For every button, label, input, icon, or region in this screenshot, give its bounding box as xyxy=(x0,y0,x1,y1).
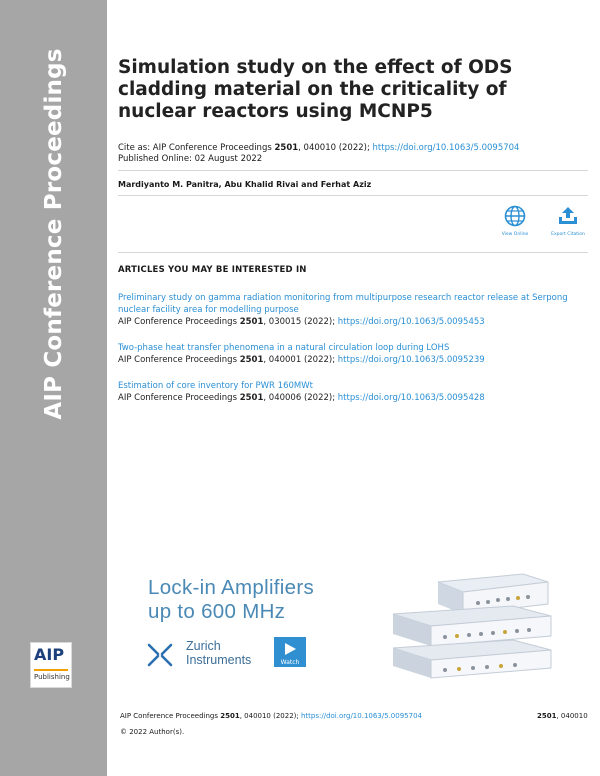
watch-button[interactable] xyxy=(274,637,306,667)
footer-journal: AIP Conference Proceedings xyxy=(120,712,221,720)
related-doi-link[interactable]: https://doi.org/10.1063/5.0095239 xyxy=(337,355,485,365)
logo-publishing-text: Publishing xyxy=(34,669,68,682)
related-article-citation xyxy=(118,316,588,328)
ad-headline: Lock-in Amplifiers up to 600 MHz xyxy=(148,576,315,623)
lock-in-amplifier-device-image xyxy=(383,572,555,682)
footer-rest: , 040010 (2022); xyxy=(239,712,301,720)
copyright-notice: © 2022 Author(s). xyxy=(120,728,185,736)
related-article-title-link[interactable]: Preliminary study on gamma radiation monitoring from multipurpose research reactor release at Serpong nuclear facility area for modelling purpose xyxy=(118,293,568,315)
footer-page-article: , 040010 xyxy=(556,712,588,720)
footer-doi-link[interactable]: https://doi.org/10.1063/5.0095704 xyxy=(300,712,422,720)
divider xyxy=(118,170,588,171)
export-icon xyxy=(557,205,579,227)
view-online-label: View Online xyxy=(501,232,529,237)
journal-title: AIP Conference Proceedings xyxy=(41,48,67,420)
related-article-citation xyxy=(118,354,588,366)
related-journal: AIP Conference Proceedings xyxy=(118,317,240,327)
related-volume: 2501 xyxy=(239,317,264,327)
cite-volume: 2501 xyxy=(274,143,299,153)
related-journal: AIP Conference Proceedings xyxy=(118,355,240,365)
cite-prefix: Cite as: AIP Conference Proceedings xyxy=(118,143,275,153)
globe-icon xyxy=(504,205,526,227)
ad-brand-line1: Zurich xyxy=(186,639,221,653)
footer-page-volume: 2501 xyxy=(537,712,557,720)
export-citation-button[interactable] xyxy=(550,205,586,237)
citation-line xyxy=(118,143,519,154)
related-doi-link[interactable]: https://doi.org/10.1063/5.0095453 xyxy=(337,317,485,327)
divider xyxy=(118,252,588,253)
watch-label: Watch xyxy=(280,659,300,666)
ad-brand-name xyxy=(186,639,251,667)
ad-brand-line2: Instruments xyxy=(186,653,252,667)
related-rest: , 030015 (2022); xyxy=(263,317,338,327)
zurich-instruments-logo-icon xyxy=(146,642,174,668)
related-volume: 2501 xyxy=(239,355,264,365)
related-journal: AIP Conference Proceedings xyxy=(118,393,240,403)
related-volume: 2501 xyxy=(239,393,264,403)
export-citation-label: Export Citation xyxy=(551,232,585,237)
cite-rest: , 040010 (2022); xyxy=(298,143,373,153)
author-list: Mardiyanto M. Panitra, Abu Khalid Rivai and Ferhat Aziz xyxy=(118,180,372,189)
related-doi-link[interactable]: https://doi.org/10.1063/5.0095428 xyxy=(337,393,485,403)
aip-publishing-logo[interactable] xyxy=(30,642,72,688)
footer-citation xyxy=(120,712,422,720)
related-article xyxy=(118,342,588,366)
related-article-title-link[interactable]: Estimation of core inventory for PWR 160MWt xyxy=(118,381,313,391)
related-rest: , 040001 (2022); xyxy=(263,355,338,365)
journal-sidebar xyxy=(0,0,107,776)
related-articles-heading: ARTICLES YOU MAY BE INTERESTED IN xyxy=(118,265,307,275)
related-article xyxy=(118,380,588,404)
cite-doi-link[interactable]: https://doi.org/10.1063/5.0095704 xyxy=(372,143,520,153)
view-online-button[interactable] xyxy=(497,205,533,237)
related-article-citation xyxy=(118,392,588,404)
advertisement-banner[interactable] xyxy=(140,572,560,682)
related-article xyxy=(118,292,588,328)
published-date: Published Online: 02 August 2022 xyxy=(118,154,263,164)
divider xyxy=(118,195,588,196)
related-rest: , 040006 (2022); xyxy=(263,393,338,403)
footer-page-id xyxy=(537,712,588,720)
logo-aip-text: AIP xyxy=(34,645,65,664)
paper-title: Simulation study on the effect of ODS cladding material on the criticality of nuclear reactors using MCNP5 xyxy=(118,57,513,122)
related-article-title-link[interactable]: Two-phase heat transfer phenomena in a natural circulation loop during LOHS xyxy=(118,343,450,353)
play-icon xyxy=(285,643,296,655)
footer-volume: 2501 xyxy=(220,712,240,720)
